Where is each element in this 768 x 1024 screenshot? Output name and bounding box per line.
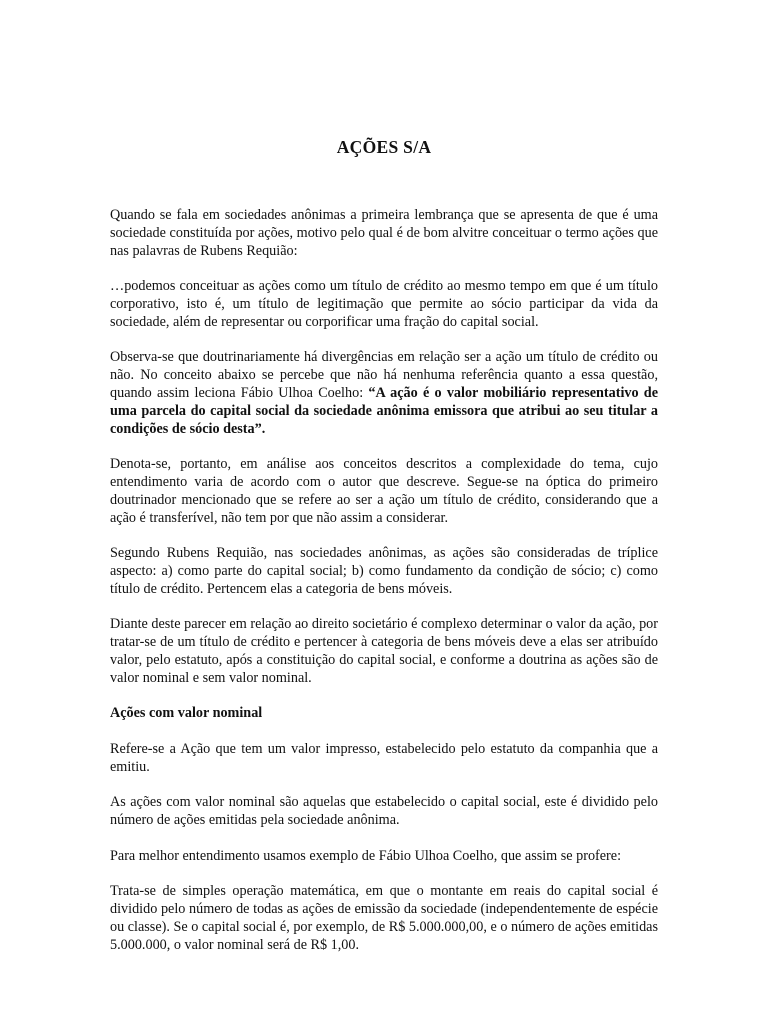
paragraph-intro: Quando se fala em sociedades anônimas a primeira lembrança que se apresenta de que é uma sociedade constituída por ações, motivo pelo qual é de bom alvitre conceituar o termo ações que nas palavras de Rubens Requião: — [110, 207, 658, 259]
paragraph-diante: Diante deste parecer em relação ao direito societário é complexo determinar o valor da ação, por tratar-se de um título de crédito e pertencer à categoria de bens móveis deve a elas ser atribuído valor, pelo estatuto, após a constituição do capital social, e conforme a doutrina as ações são de valor nominal e sem valor nominal. — [110, 616, 658, 686]
paragraph-operacao: Trata-se de simples operação matemática, em que o montante em reais do capital social é dividido pelo número de todas as ações de emissão da sociedade (independentemente de espécie ou classe). Se o capital social é, por exemplo, de R$ 5.000.000,00, e o número de ações emitidas 5.000.000, o valor nominal será de R$ 1,00. — [110, 883, 658, 953]
paragraph-triplice: Segundo Rubens Requião, nas sociedades anônimas, as ações são consideradas de tríplice aspecto: a) como parte do capital social; b) como fundamento da condição de sócio; c) como título de crédito. Pertencem elas a categoria de bens móveis. — [110, 545, 658, 597]
document-body — [110, 207, 658, 972]
paragraph-refere: Refere-se a Ação que tem um valor impresso, estabelecido pelo estatuto da companhia que a emitiu. — [110, 740, 658, 775]
paragraph-exemplo: Para melhor entendimento usamos exemplo de Fábio Ulhoa Coelho, que assim se profere: — [110, 847, 622, 864]
paragraph-divergencias-quote: “A ação é o valor mobiliário representativo de uma parcela do capital social da sociedade anônima emissora que atribui ao seu titular a condições de sócio desta”. — [110, 384, 658, 437]
paragraph-denota: Denota-se, portanto, em análise aos conceitos descritos a complexidade do tema, cujo entendimento varia de acordo com o autor que descreve. Segue-se na óptica do primeiro doutrinador mencionado que se refere ao ser a ação um título de crédito, considerando que a ação é transferível, não tem por que não assim a considerar. — [110, 456, 658, 526]
paragraph-acoes-valor-nominal: As ações com valor nominal são aquelas que estabelecido o capital social, este é dividido pelo número de ações emitidas pela sociedade anônima. — [110, 794, 658, 829]
section-heading-valor-nominal: Ações com valor nominal — [110, 705, 263, 722]
paragraph-divergencias-text: Observa-se que doutrinariamente há divergências em relação ser a ação um título de crédito ou não. No conceito abaixo se percebe que não há nenhuma referência quanto a essa questão, quando assim leciona Fábio Ulhoa Coelho: — [110, 349, 658, 401]
paragraph-divergencias — [110, 349, 658, 438]
paragraph-quote-requiao: …podemos conceituar as ações como um título de crédito ao mesmo tempo em que é um título corporativo, isto é, um título de legitimação que permite ao sócio participar da vida da sociedade, além de representar ou corporificar uma fração do capital social. — [110, 278, 658, 330]
document-title: AÇÕES S/A — [336, 137, 432, 157]
